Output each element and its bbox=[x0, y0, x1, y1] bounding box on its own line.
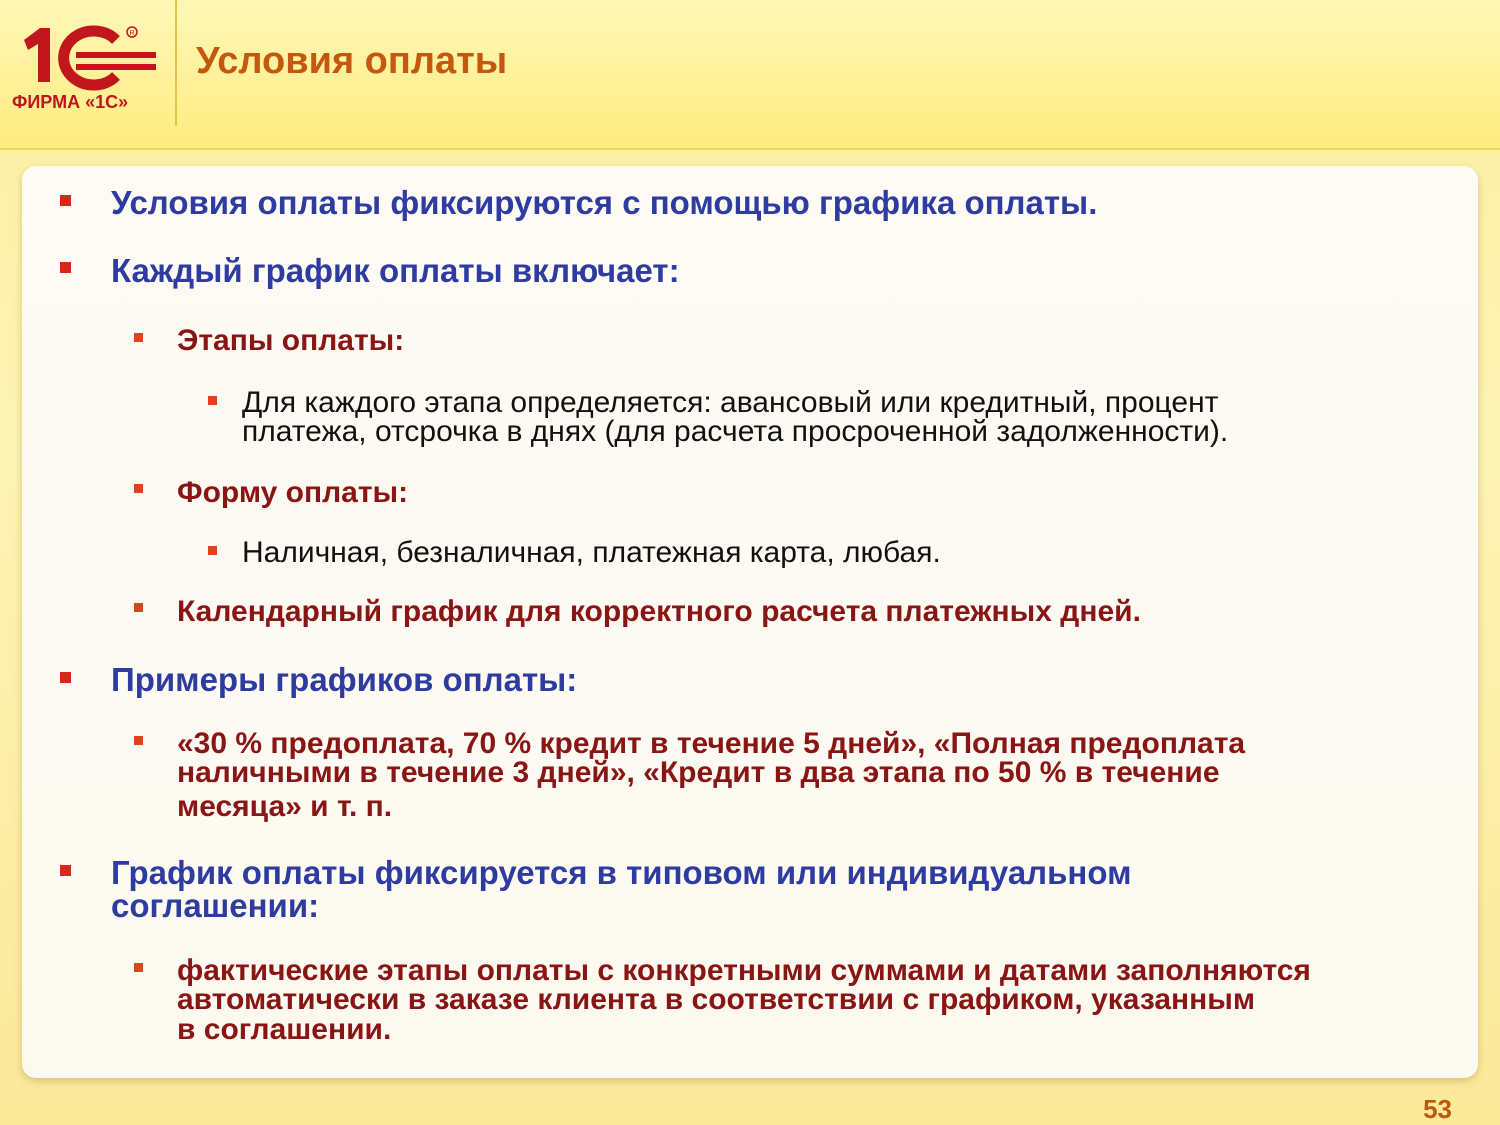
examples-line1: «30 % предоплата, 70 % кредит в течение 5 дней», «Полная предоплата bbox=[177, 727, 1246, 760]
logo-caption: ФИРМА «1С» bbox=[12, 92, 129, 112]
bullet-calendar-schedule: Календарный график для корректного расчета платежных дней. bbox=[177, 595, 1141, 628]
bullet-marker bbox=[208, 546, 217, 555]
header-divider bbox=[175, 0, 177, 126]
actual-stages-line3: в соглашении. bbox=[177, 1013, 392, 1046]
bullet-marker bbox=[134, 333, 143, 342]
bullet-schedule-includes: Каждый график оплаты включает: bbox=[111, 252, 680, 289]
examples-line2: наличными в течение 3 дней», «Кредит в два этапа по 50 % в течение bbox=[177, 756, 1220, 789]
page-number: 53 bbox=[1423, 1094, 1452, 1124]
stage-details-line2: платежа, отсрочка в днях (для расчета просроченной задолженности). bbox=[242, 415, 1229, 448]
agreement-line1: График оплаты фиксируется в типовом или индивидуальном bbox=[111, 854, 1132, 891]
bullet-payment-stages: Этапы оплаты: bbox=[177, 324, 405, 357]
actual-stages-line1: фактические этапы оплаты с конкретными суммами и датами заполняются bbox=[177, 954, 1311, 987]
slide-header bbox=[0, 0, 1500, 150]
bullet-marker bbox=[134, 484, 143, 493]
actual-stages-line2: автоматически в заказе клиента в соответствии с графиком, указанным bbox=[177, 983, 1256, 1016]
bullet-schedule-examples: Примеры графиков оплаты: bbox=[111, 661, 578, 698]
bullet-marker bbox=[60, 865, 71, 876]
agreement-line2: соглашении: bbox=[111, 887, 320, 924]
bullet-marker bbox=[60, 672, 71, 683]
payment-form-options: Наличная, безналичная, платежная карта, любая. bbox=[242, 536, 941, 569]
bullet-marker bbox=[134, 963, 143, 972]
bullet-marker bbox=[134, 603, 143, 612]
page-title: Условия оплаты bbox=[196, 40, 508, 82]
bullet-payment-terms-fixed: Условия оплаты фиксируются с помощью графика оплаты. bbox=[111, 184, 1098, 221]
bullet-marker bbox=[60, 195, 71, 206]
bullet-payment-form: Форму оплаты: bbox=[177, 476, 409, 509]
bullet-marker bbox=[60, 262, 71, 273]
bullet-marker bbox=[208, 396, 217, 405]
bullet-marker bbox=[134, 736, 143, 745]
stage-details-line1: Для каждого этапа определяется: авансовый или кредитный, процент bbox=[242, 386, 1219, 419]
svg-text:R: R bbox=[129, 30, 135, 37]
examples-line3: месяца» и т. п. bbox=[177, 790, 393, 823]
